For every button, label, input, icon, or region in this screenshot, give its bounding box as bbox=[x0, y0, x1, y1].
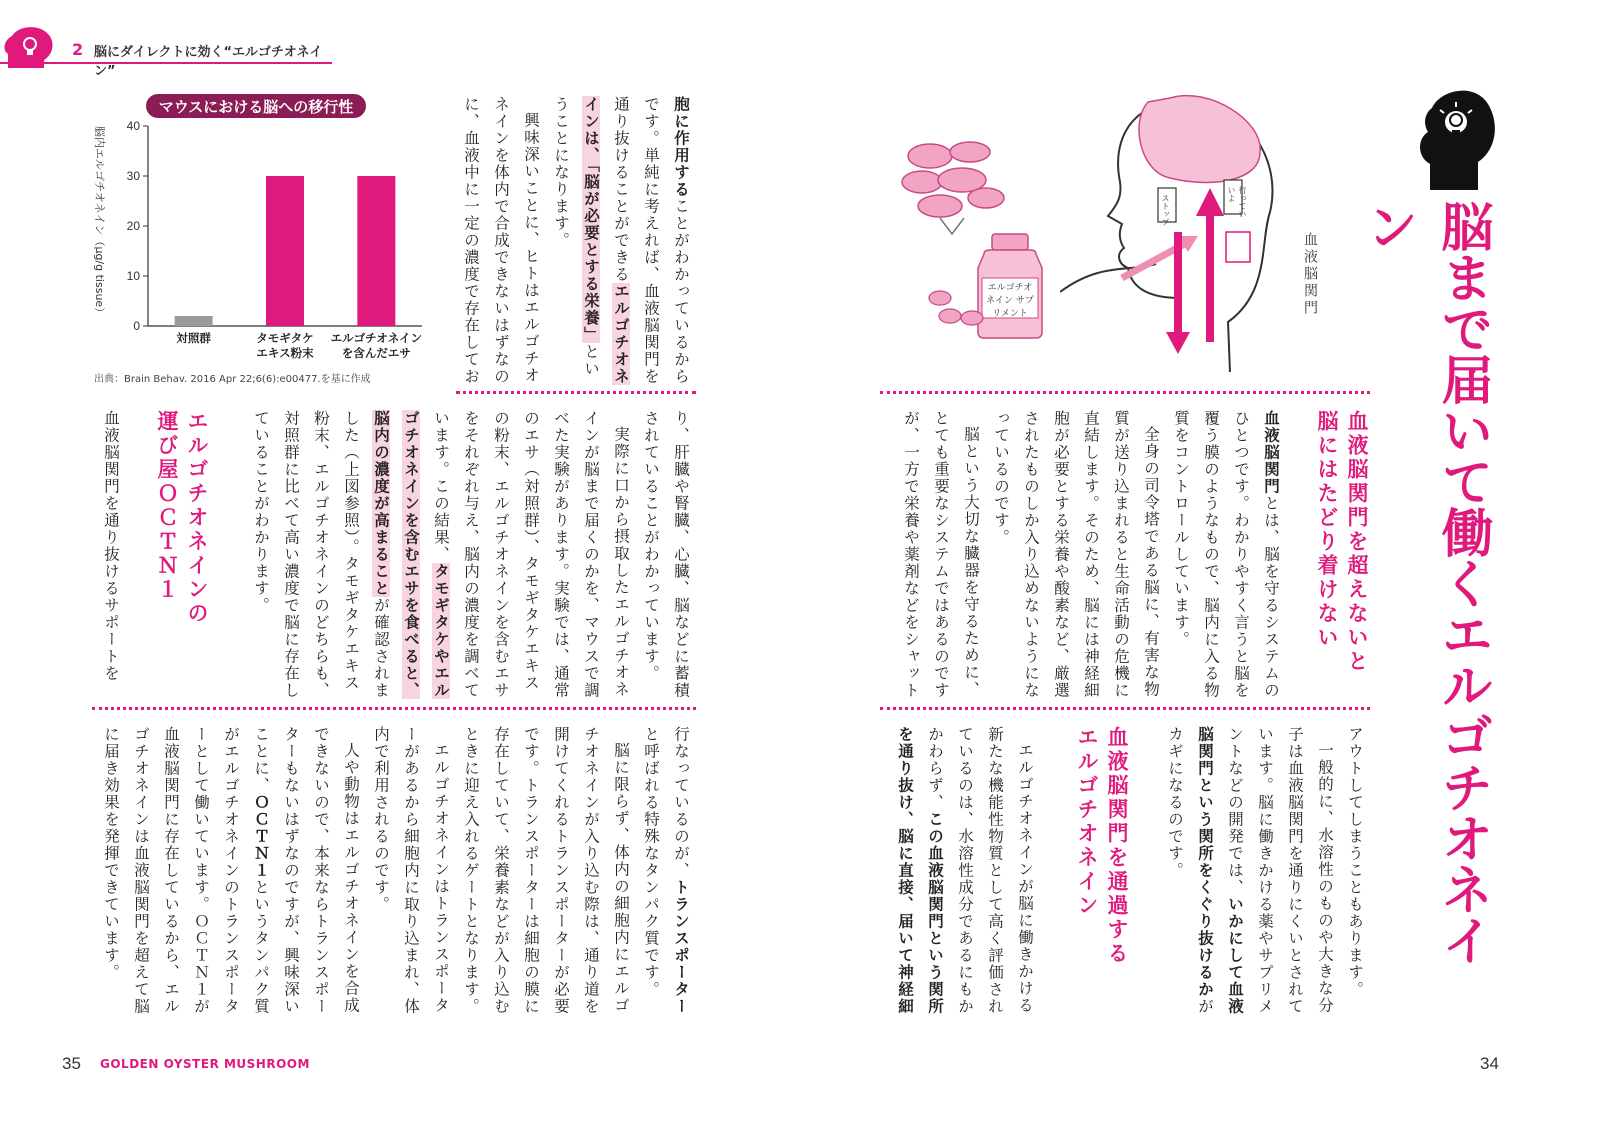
col-c-para4 bbox=[96, 726, 366, 1016]
section1-heading-line2: 脳にはたどり着けない bbox=[1315, 410, 1339, 650]
col-c-text4: というタンパク質がエルゴチオネインのトランスポーターとして働いています。ＯＣＴＮ１が血液脳関門に存在しているから、エルゴチオネインは血液脳関門を超えて脳に届き効果を発揮できています。 bbox=[102, 726, 270, 1015]
col-a-highlight: エルゴチオネインは、「脳が必要とする栄養」 bbox=[582, 96, 630, 385]
col-a-para1 bbox=[546, 96, 696, 386]
col-b-highlight: タモギタケやエルゴチオネインを含むエサを食べると、脳内の濃度が高まること bbox=[372, 410, 450, 699]
chart-ylabel: 脳内エルゴチオネイン（μg/g tissue） bbox=[93, 126, 106, 319]
section3-heading-line2: 運び屋ＯＣＴＮ１ bbox=[155, 410, 179, 602]
chart-category-label: を含んだエサ bbox=[341, 346, 411, 360]
col-c-text1: 行なっているのが、 bbox=[672, 726, 690, 879]
chart-ytick-label: 40 bbox=[126, 119, 140, 133]
section2-body bbox=[880, 726, 1040, 1016]
chart bbox=[86, 92, 446, 392]
chart-ytick-label: 0 bbox=[133, 319, 140, 333]
chapter-number: 2 bbox=[72, 40, 84, 59]
chart-category-label: 対照群 bbox=[176, 331, 211, 345]
section1-text1: とは、脳を守るシステムのひとつです。わかりやすく言うと脳を覆う膜のようなもので、脳内に入る物質をコントロールしています。 bbox=[1172, 410, 1280, 699]
pills-icon bbox=[924, 288, 994, 328]
head-profile-icon bbox=[1060, 92, 1320, 382]
left-page-number: 35 bbox=[62, 1054, 81, 1073]
chart-ytick-label: 20 bbox=[126, 219, 140, 233]
mushroom-cluster-icon bbox=[900, 138, 1010, 238]
section3-heading bbox=[140, 410, 212, 700]
pass-sign-label: 行っていいよ bbox=[1227, 186, 1247, 218]
section1-bold: 血液脳関門 bbox=[1262, 410, 1280, 495]
col-a-text2: ということになります。 bbox=[552, 96, 600, 378]
col-b-para1: り、肝臓や腎臓、心臓、脳などに蓄積されていることがわかっています。 bbox=[642, 410, 690, 699]
left-col-c bbox=[92, 726, 696, 1016]
left-col-b bbox=[236, 410, 696, 700]
section1-cont-text2: がカギになるのです。 bbox=[1166, 726, 1214, 1015]
col-c-bold2: ＯＣＴＮ１ bbox=[252, 794, 270, 879]
chart-category-label: エキス粉末 bbox=[256, 346, 314, 360]
col-b-text: 実際に口から摂取したエルゴチオネインが脳まで届くのかを、マウスで調べた実験があります。実験では、通常のエサ（対照群）、タモギタケエキスの粉末、エルゴチオネインを含むエサをそれぞれ与え、脳内の濃度を調べています。この結果、 bbox=[432, 410, 630, 699]
section3-heading-line1: エルゴチオネインの bbox=[185, 410, 209, 626]
chart-bar bbox=[175, 316, 213, 326]
section1-cont-bold: いかにして血液脳関門という関所をくぐり抜けるか bbox=[1196, 726, 1244, 1015]
section2-heading-line2: エルゴチオネイン bbox=[1075, 726, 1099, 918]
chapter-title: 脳にダイレクトに効く“エルゴチオネイン” bbox=[94, 45, 323, 79]
supplement-label: エルゴチオネイン サプリメント bbox=[986, 283, 1034, 319]
section1-heading-line1: 血液脳関門を超えないと bbox=[1345, 410, 1369, 674]
chart-bar bbox=[266, 176, 304, 326]
col-c-para2: 脳に限らず、体内の細胞内にエルゴチオネインが入り込む際は、通り道を開けてくれるトランスポーターが必要です。トランスポーターは細胞の膜に存在していて、栄養素などが入り込むときに迎え入れるゲートとなります。 bbox=[462, 726, 630, 1015]
section2-para1 bbox=[890, 726, 1040, 1016]
chapter-header bbox=[0, 30, 332, 79]
col-b-para2 bbox=[246, 410, 636, 700]
section2-heading bbox=[1060, 726, 1132, 1016]
section1-cont-para1: アウトしてしまうこともあります。 bbox=[1346, 726, 1364, 998]
separator-left-top bbox=[456, 391, 696, 394]
chart-ytick-label: 10 bbox=[126, 269, 140, 283]
right-page-number: 34 bbox=[1480, 1054, 1499, 1073]
head-lightbulb-icon bbox=[1400, 82, 1500, 192]
section2-text: エルゴチオネインが脳に働きかける新たな機能性物質として高く評価されているのは、水溶性成分であるにもかかわらず、 bbox=[926, 726, 1034, 1015]
section3-intro: 血液脳関門を通り抜けるサポートを bbox=[102, 410, 120, 682]
col-c-para3: エルゴチオネインはトランスポーターがあるから細胞内に取り込まれ、体内で利用されるのです。 bbox=[372, 726, 450, 1015]
main-title: 脳まで届いて働くエルゴチオネイン bbox=[1357, 200, 1492, 965]
section1-cont bbox=[1150, 726, 1370, 1016]
chart-bar bbox=[357, 176, 395, 326]
chart-category-label: タモギタケ bbox=[256, 331, 314, 345]
section1-body bbox=[880, 410, 1286, 700]
chart-source: 出典：Brain Behav. 2016 Apr 22;6(6):e00477.を基に作成 bbox=[94, 374, 371, 385]
section1-para1 bbox=[1166, 410, 1286, 700]
section2-bold: この血液脳関門という関所を通り抜け、脳に直接、届いて神経細 bbox=[896, 726, 944, 1015]
illustration bbox=[900, 92, 1340, 382]
separator-left-mid bbox=[92, 707, 696, 710]
col-a-bold1: 胞に作用する bbox=[672, 96, 690, 198]
section1-para2: 全身の司令塔である脳に、有害な物質が送り込まれると生命活動の危機に直結します。そのため、脳には神経細胞が必要とする栄養や酸素など、厳選されたものしか入り込めないようになっているのです。 bbox=[992, 410, 1160, 699]
separator-right-top bbox=[880, 391, 1370, 394]
chart-svg bbox=[86, 92, 446, 392]
col-b-text2: が確認されました（上図参照）。タモギタケエキス粉末、エルゴチオネインのどちらも、対照群に比べて高い濃度で脳に存在していることがわかります。 bbox=[252, 410, 390, 699]
header-rule bbox=[0, 62, 332, 64]
section2-heading-line1: 血液脳関門を通過する bbox=[1105, 726, 1129, 966]
col-c-para1 bbox=[636, 726, 696, 1016]
left-col-a bbox=[456, 96, 696, 386]
section1-cont-text: 一般的に、水溶性のものや大きな分子は血液脳関門を通りにくいとされています。脳に働きかける薬やサプリメントなどの開発では、 bbox=[1226, 726, 1334, 1015]
chart-ytick-label: 30 bbox=[126, 169, 140, 183]
chart-title: マウスにおける脳への移行性 bbox=[158, 98, 354, 116]
col-a-text1: ことがわかっているからです。単純に考えれば、血液脳関門を通り抜けることができる bbox=[612, 96, 690, 385]
barrier-label: 血液脳関門 bbox=[1302, 232, 1318, 317]
separator-right-mid bbox=[880, 707, 1370, 710]
magazine-name: GOLDEN OYSTER MUSHROOM bbox=[100, 1057, 310, 1071]
chart-category-label: エルゴチオネイン bbox=[330, 331, 423, 345]
col-c-text2: と呼ばれる特殊なタンパク質です。 bbox=[642, 726, 660, 998]
col-c-bold1: トランスポーター bbox=[672, 879, 690, 1015]
stop-sign-label: ストップ bbox=[1161, 194, 1170, 226]
col-c-text3: 人や動物はエルゴチオネインを合成できないので、本来ならトランスポーターもないはずなのですが、興味深いことに、 bbox=[252, 726, 360, 1015]
col-a-para2: 興味深いことに、ヒトはエルゴチオネインを体内で合成できないはずなのに、血液中に一定の濃度で存在してお bbox=[462, 96, 540, 385]
section1-para3: 脳という大切な臓器を守るために、とても重要なシステムではあるのですが、一方で栄養や薬剤などをシャット bbox=[902, 410, 980, 699]
section1-cont-para2 bbox=[1160, 726, 1340, 1016]
section1-heading bbox=[1300, 410, 1372, 700]
